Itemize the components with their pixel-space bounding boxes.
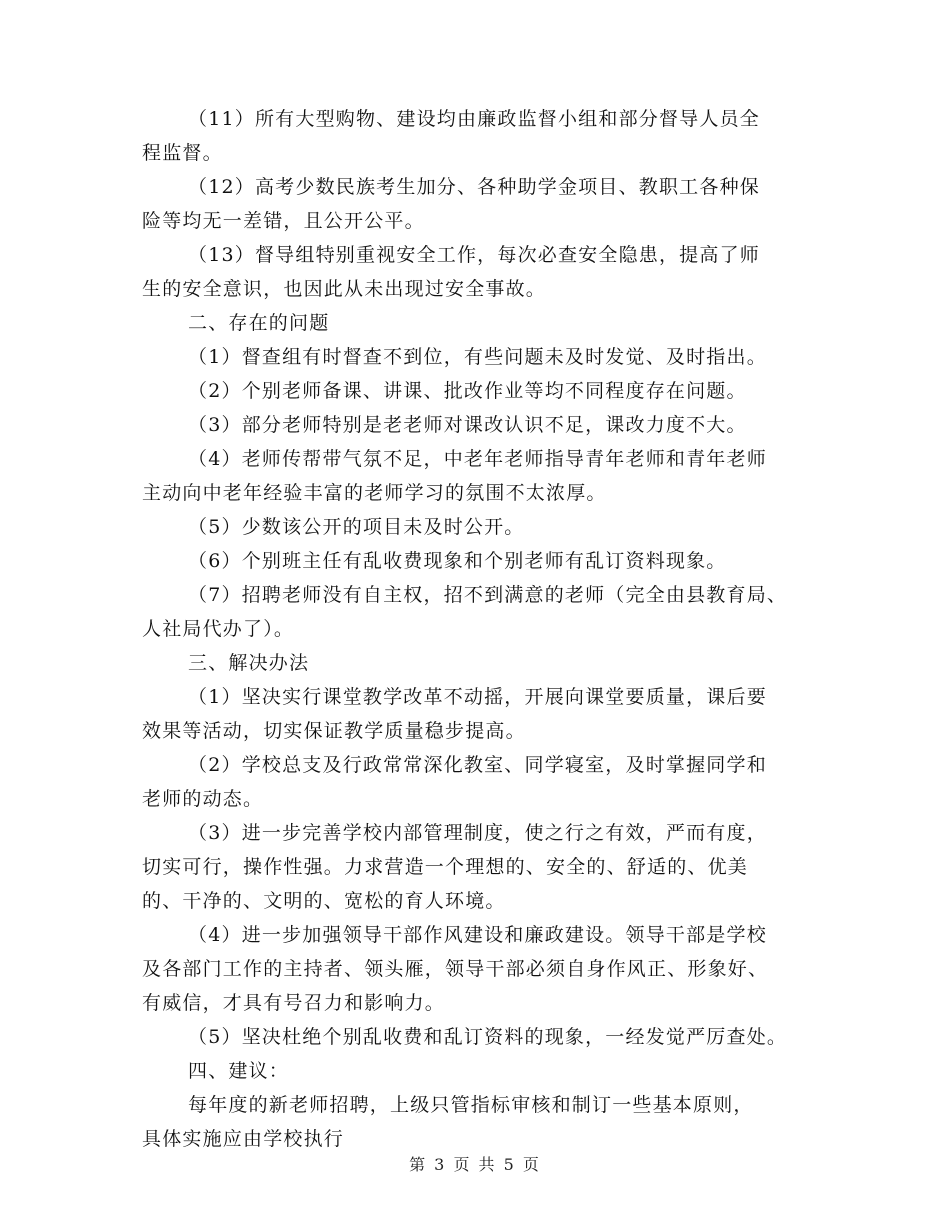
text-line: 险等均无一差错，且公开公平。 xyxy=(142,210,425,232)
text-line: 生的安全意识，也因此从未出现过安全事故。 xyxy=(142,278,547,300)
text-line: （4）进一步加强领导干部作风建设和廉政建设。领导干部是学校 xyxy=(188,924,767,946)
text-line: 老师的动态。 xyxy=(142,788,264,810)
text-line: （1）坚决实行课堂教学改革不动摇，开展向课堂要质量，课后要 xyxy=(188,686,767,708)
text-line: 四、建议： xyxy=(188,1060,290,1082)
text-line: （12）高考少数民族考生加分、各种助学金项目、教职工各种保 xyxy=(188,176,760,198)
document-body xyxy=(142,102,832,1156)
text-line: （7）招聘老师没有自主权，招不到满意的老师（完全由县教育局、 xyxy=(188,584,788,606)
text-line: （3）进一步完善学校内部管理制度，使之行之有效，严而有度， xyxy=(188,822,767,844)
text-line: （4）老师传帮带气氛不足，中老年老师指导青年老师和青年老师 xyxy=(188,448,767,470)
text-line: 有威信，才具有号召力和影响力。 xyxy=(142,992,446,1014)
text-line: 及各部门工作的主持者、领头雁，领导干部必须自身作风正、形象好、 xyxy=(142,958,769,980)
text-line: （13）督导组特别重视安全工作，每次必查安全隐患，提高了师 xyxy=(188,244,760,266)
text-line: 三、解决办法 xyxy=(188,652,310,674)
text-line: （3）部分老师特别是老老师对课改认识不足，课改力度不大。 xyxy=(188,414,747,436)
text-line: 二、存在的问题 xyxy=(188,312,330,334)
text-line: 切实可行，操作性强。力求营造一个理想的、安全的、舒适的、优美 xyxy=(142,856,749,878)
text-line: 的、干净的、文明的、宽松的育人环境。 xyxy=(142,890,506,912)
text-line: 人社局代办了）。 xyxy=(142,618,295,640)
text-line: 效果等活动，切实保证教学质量稳步提高。 xyxy=(142,720,526,742)
text-line: 主动向中老年经验丰富的老师学习的氛围不太浓厚。 xyxy=(142,482,607,504)
text-line: 具体实施应由学校执行 xyxy=(142,1128,345,1150)
text-line: （1）督查组有时督查不到位，有些问题未及时发觉、及时指出。 xyxy=(188,346,767,368)
text-line: 每年度的新老师招聘，上级只管指标审核和制订一些基本原则， xyxy=(188,1094,754,1116)
text-line: （5）少数该公开的项目未及时公开。 xyxy=(188,516,525,538)
text-line: （2）个别老师备课、讲课、批改作业等均不同程度存在问题。 xyxy=(188,380,747,402)
text-line: （2）学校总支及行政常常深化教室、同学寝室，及时掌握同学和 xyxy=(188,754,767,776)
text-line: （6）个别班主任有乱收费现象和个别老师有乱订资料现象。 xyxy=(188,550,727,572)
text-line: （11）所有大型购物、建设均由廉政监督小组和部分督导人员全 xyxy=(188,108,760,130)
page-footer: 第 3 页 共 5 页 xyxy=(409,1155,541,1174)
text-line: （5）坚决杜绝个别乱收费和乱订资料的现象，一经发觉严厉查处。 xyxy=(188,1026,788,1048)
text-line: 程监督。 xyxy=(142,142,223,164)
